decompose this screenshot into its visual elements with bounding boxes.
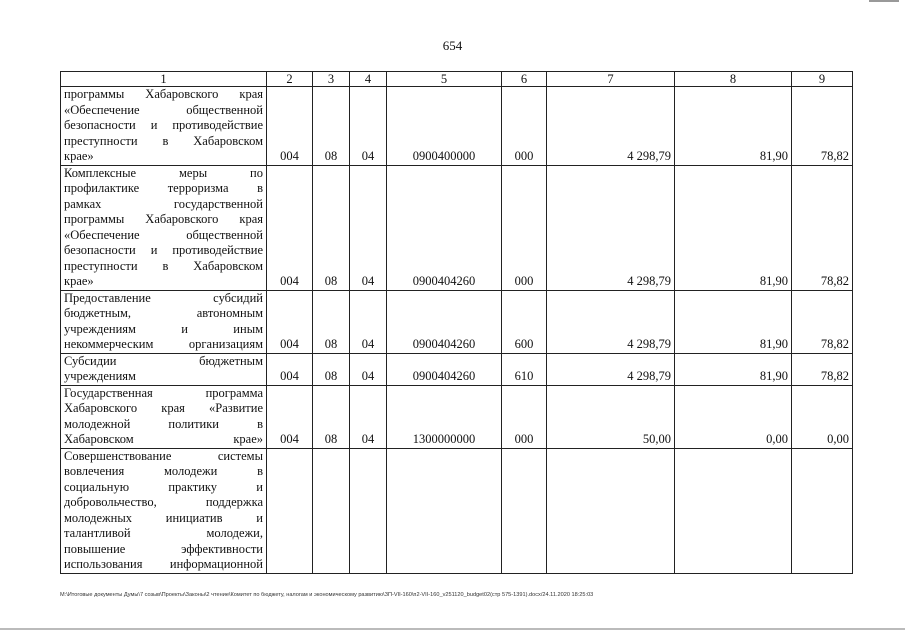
cell-c5: [387, 448, 502, 573]
table-header-row: [61, 72, 853, 87]
cell-c4: 04: [350, 165, 387, 290]
row-name-line: учреждениям: [64, 369, 136, 383]
cell-c2: 004: [267, 385, 313, 448]
cell-c4: 04: [350, 87, 387, 166]
cell-c5: 0900404260: [387, 290, 502, 353]
document-footer-path: М:\Итоговые документы Думы\7 созыв\Проекты\Законы\2 чтение\Комитет по бюджету, налогам и экономическому развитию\ЗП-VII-160\п2-VII-160_v251120_budget02(стр 575-1391).docx/24.11.2020 18:25:03: [60, 592, 594, 598]
cell-c5: 0900400000: [387, 87, 502, 166]
row-name-line: безопасности и противодействие: [64, 118, 263, 132]
cell-c4: 04: [350, 353, 387, 385]
cell-c8: 81,90: [675, 290, 792, 353]
table-row: [61, 87, 853, 166]
row-name-line: рамках государственной: [64, 196, 263, 211]
column-header-4: 4: [350, 72, 387, 87]
row-name-line: профилактике терроризма в: [64, 181, 263, 195]
cell-c7: 4 298,79: [547, 165, 675, 290]
cell-c3: 08: [313, 353, 350, 385]
cell-c8: 81,90: [675, 353, 792, 385]
cell-c2: 004: [267, 165, 313, 290]
row-name-cell: [61, 165, 267, 290]
row-name-line: вовлечения молодежи в: [64, 464, 263, 478]
table-row: [61, 353, 853, 385]
cell-c6: 000: [502, 385, 547, 448]
cell-c4: 04: [350, 385, 387, 448]
column-header-7: 7: [547, 72, 675, 87]
row-name-cell: [61, 353, 267, 385]
row-name-cell: [61, 385, 267, 448]
table-row: [61, 448, 853, 573]
cell-c9: [792, 448, 853, 573]
cell-c6: 000: [502, 87, 547, 166]
column-header-9: 9: [792, 72, 853, 87]
row-name-line: талантливой молодежи,: [64, 526, 263, 540]
row-name-line: молодежной политики в: [64, 416, 263, 431]
row-name-line: Предоставление субсидий: [64, 290, 263, 305]
row-name-line: крае»: [64, 149, 94, 163]
cell-c8: 0,00: [675, 385, 792, 448]
column-header-8: 8: [675, 72, 792, 87]
row-name-line: «Обеспечение общественной: [64, 227, 263, 242]
cell-c9: 78,82: [792, 87, 853, 166]
column-header-2: 2: [267, 72, 313, 87]
scan-edge-line: [0, 628, 905, 630]
table-row: [61, 385, 853, 448]
row-name-line: социальную практику и: [64, 479, 263, 494]
cell-c7: 4 298,79: [547, 353, 675, 385]
cell-c2: 004: [267, 290, 313, 353]
cell-c3: 08: [313, 87, 350, 166]
table-body: [61, 87, 853, 574]
row-name-line: некоммерческим организациям: [64, 337, 263, 351]
cell-c8: [675, 448, 792, 573]
cell-c8: 81,90: [675, 165, 792, 290]
row-name-line: Субсидии бюджетным: [64, 353, 263, 368]
row-name-line: Комплексные меры по: [64, 165, 263, 180]
row-name-line: Хабаровском крае»: [64, 432, 263, 446]
cell-c2: 004: [267, 353, 313, 385]
row-name-line: «Обеспечение общественной: [64, 102, 263, 117]
column-header-1: 1: [61, 72, 267, 87]
row-name-line: преступности в Хабаровском: [64, 133, 263, 148]
cell-c3: 08: [313, 165, 350, 290]
cell-c5: 1300000000: [387, 385, 502, 448]
cell-c6: 600: [502, 290, 547, 353]
row-name-line: повышение эффективности: [64, 541, 263, 556]
cell-c5: 0900404260: [387, 165, 502, 290]
cell-c3: 08: [313, 290, 350, 353]
cell-c6: 000: [502, 165, 547, 290]
cell-c9: 0,00: [792, 385, 853, 448]
cell-c4: [350, 448, 387, 573]
row-name-line: Хабаровского края «Развитие: [64, 401, 263, 415]
row-name-line: крае»: [64, 274, 94, 288]
table-row: [61, 290, 853, 353]
table-row: [61, 165, 853, 290]
column-header-6: 6: [502, 72, 547, 87]
row-name-line: молодежных инициатив и: [64, 510, 263, 525]
row-name-line: программы Хабаровского края: [64, 212, 263, 226]
cell-c8: 81,90: [675, 87, 792, 166]
cell-c6: 610: [502, 353, 547, 385]
cell-c7: [547, 448, 675, 573]
cell-c4: 04: [350, 290, 387, 353]
cell-c5: 0900404260: [387, 353, 502, 385]
cell-c7: 4 298,79: [547, 87, 675, 166]
row-name-line: Государственная программа: [64, 385, 263, 400]
row-name-line: безопасности и противодействие: [64, 243, 263, 257]
budget-table: [60, 71, 853, 574]
cell-c7: 4 298,79: [547, 290, 675, 353]
row-name-line: преступности в Хабаровском: [64, 258, 263, 273]
page-number: 654: [442, 38, 463, 53]
cell-c9: 78,82: [792, 165, 853, 290]
row-name-cell: [61, 290, 267, 353]
scan-corner-mark: [869, 0, 899, 2]
row-name-line: использования информационной: [64, 557, 263, 571]
column-header-3: 3: [313, 72, 350, 87]
cell-c7: 50,00: [547, 385, 675, 448]
row-name-cell: [61, 87, 267, 166]
row-name-line: бюджетным, автономным: [64, 306, 263, 320]
row-name-line: учреждениям и иным: [64, 321, 263, 336]
cell-c9: 78,82: [792, 290, 853, 353]
row-name-line: добровольчество, поддержка: [64, 495, 263, 509]
cell-c9: 78,82: [792, 353, 853, 385]
cell-c2: [267, 448, 313, 573]
row-name-line: программы Хабаровского края: [64, 87, 263, 101]
cell-c6: [502, 448, 547, 573]
row-name-cell: [61, 448, 267, 573]
row-name-line: Совершенствование системы: [64, 448, 263, 463]
cell-c2: 004: [267, 87, 313, 166]
cell-c3: [313, 448, 350, 573]
cell-c3: 08: [313, 385, 350, 448]
column-header-5: 5: [387, 72, 502, 87]
